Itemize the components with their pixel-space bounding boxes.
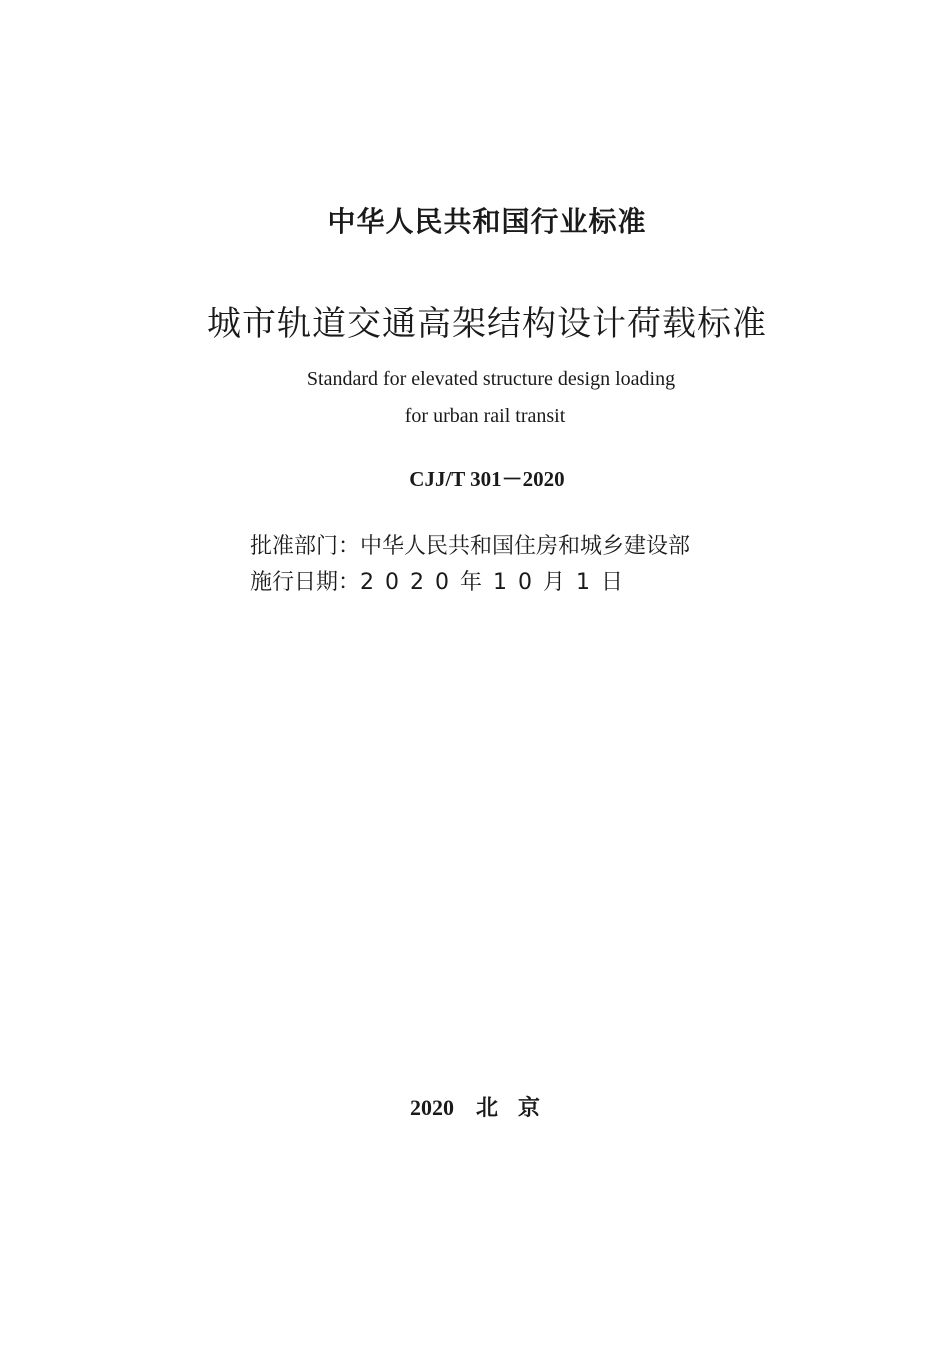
title-chinese: 城市轨道交通高架结构设计荷载标准 (207, 304, 767, 344)
approval-label: 批准部门： (250, 534, 361, 559)
effective-date-value: 2020年10月1日 (360, 570, 634, 595)
publication-city: 北京 (476, 1096, 561, 1121)
standard-code: CJJ/T 301－2020 (409, 467, 565, 491)
title-english-line1: Standard for elevated structure design loading (306, 368, 676, 390)
standard-category: 中华人民共和国行业标准 (327, 205, 647, 238)
approval-line (250, 529, 690, 560)
effective-date-line (250, 565, 634, 596)
title-english-line2: for urban rail transit (404, 405, 566, 427)
publication-year: 2020 (410, 1095, 454, 1120)
approval-value: 中华人民共和国住房和城乡建设部 (360, 534, 691, 559)
publication-info (410, 1091, 560, 1122)
effective-date-label: 施行日期： (250, 570, 361, 595)
